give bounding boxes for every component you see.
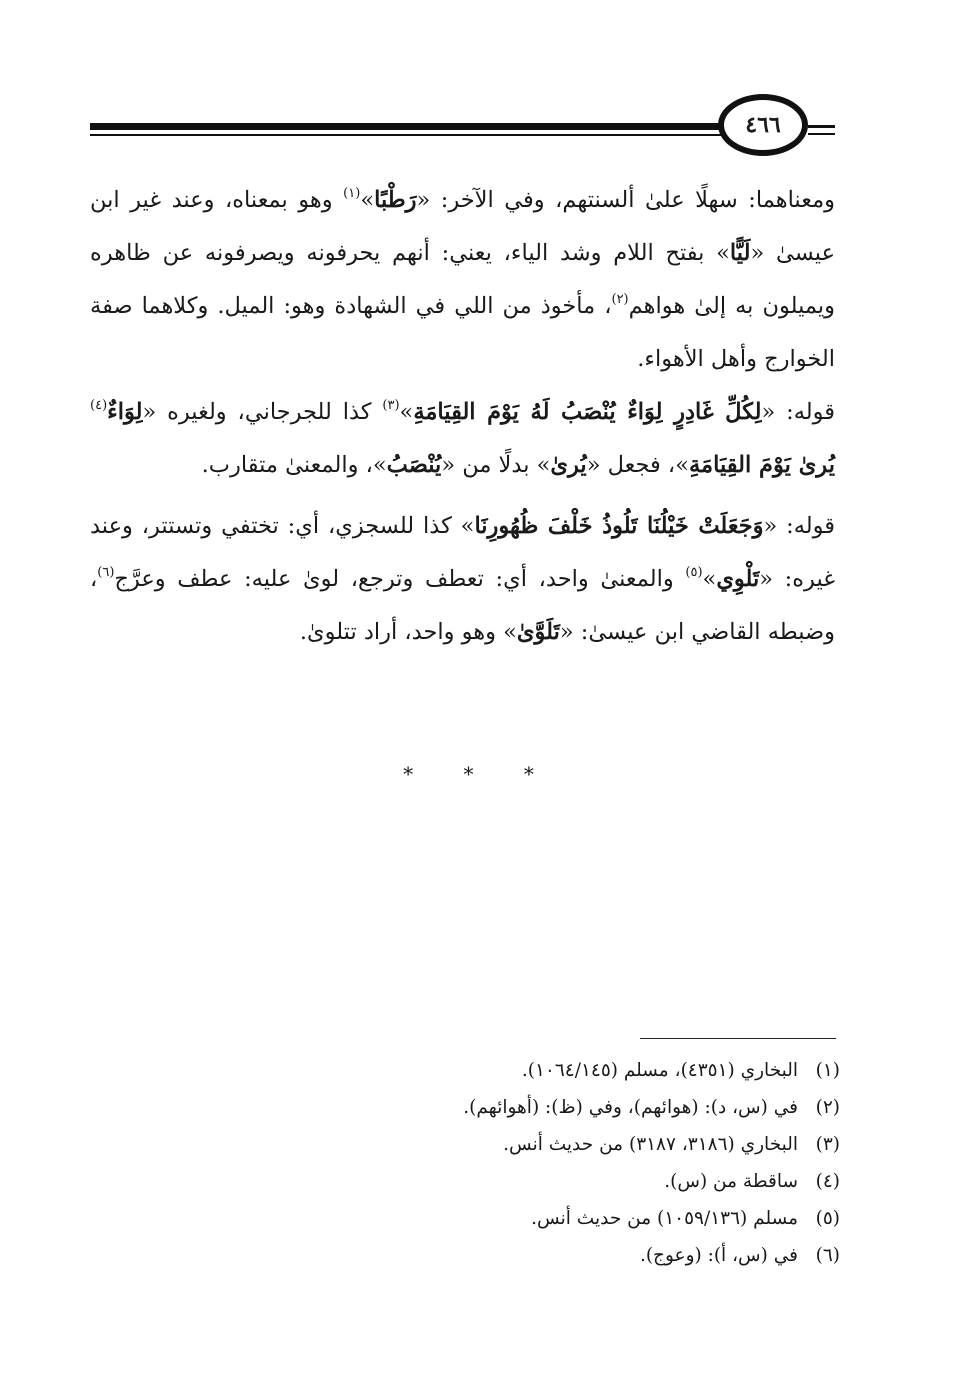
paragraph-1 [90, 174, 835, 386]
header-rule-thin [90, 134, 730, 136]
quoted-word: لِوَاءٌ [107, 399, 143, 425]
footnote-marker[interactable]: (٣) [382, 398, 400, 413]
footnote-text: ساقطة من (س). [664, 1171, 798, 1192]
footnote-text: في (س، أ): (وعوج). [639, 1245, 798, 1266]
footnote-1 [300, 1052, 840, 1089]
text-run: » [360, 187, 375, 213]
text-run: » [702, 566, 717, 592]
footnote-text: البخاري (٤٣٥١)، مسلم (١٠٦٤/١٤٥). [521, 1060, 798, 1081]
section-separator: * * * [403, 762, 556, 786]
hadith-quote: لِكُلِّ غَادِرٍ لِوَاءٌ يُنْصَبُ لَهُ يَوْمَ القِيَامَةِ [413, 399, 762, 425]
footnote-number: (٤) [815, 1171, 840, 1192]
footnote-2 [300, 1089, 840, 1126]
footnote-6 [300, 1237, 840, 1274]
quoted-word: يُرىٰ [550, 452, 587, 478]
text-run: قوله: « [763, 513, 836, 539]
page-header [90, 92, 835, 172]
footnote-number: (٥) [815, 1208, 840, 1229]
page-number: ٤٦٦ [718, 94, 808, 156]
footnote-text: مسلم (١٠٥٩/١٣٦) من حديث أنس. [531, 1208, 798, 1229]
text-run: » بدلًا من « [441, 452, 551, 478]
quoted-word: يُرىٰ يَوْمَ القِيَامَةِ [688, 452, 835, 478]
footnote-4 [300, 1163, 840, 1200]
header-rule-right-thin [808, 133, 835, 135]
footnote-number: (٢) [815, 1097, 840, 1118]
footnote-rule [640, 1038, 836, 1039]
paragraph-2 [90, 386, 835, 492]
hadith-quote: وَجَعَلَتْ خَيْلُنَا تَلُوذُ خَلْفَ ظُهُورِنَا [474, 513, 764, 539]
footnote-number: (٦) [815, 1245, 840, 1266]
footnote-text: البخاري (٣١٨٦، ٣١٨٧) من حديث أنس. [503, 1134, 798, 1155]
text-run: كذا للجرجاني، ولغيره « [142, 399, 383, 425]
paragraph-3 [90, 500, 835, 659]
text-run: »، فجعل « [586, 452, 689, 478]
quoted-word: يُنْصَبُ [386, 452, 442, 478]
footnote-marker[interactable]: (٦) [97, 565, 115, 580]
footnote-number: (٣) [815, 1134, 840, 1155]
quoted-word: لَيًّا [729, 240, 751, 266]
text-run: » وهو واحد، أراد تتلوىٰ. [299, 619, 517, 645]
text-run: ، مأخوذ من اللي في الشهادة وهو: الميل. وكلاهما صفة الخوارج وأهل الأهواء. [90, 293, 835, 372]
quoted-word: رَطْبًا [374, 187, 417, 213]
text-run: ، وضبطه القاضي ابن عيسىٰ: « [90, 566, 835, 645]
text-run: وهو بمعناه، وعند غير ابن عيسىٰ « [90, 187, 835, 266]
footnotes [300, 1052, 840, 1274]
header-rule-right [808, 125, 835, 128]
text-run: » [399, 399, 414, 425]
footnote-marker[interactable]: (٢) [611, 292, 629, 307]
quoted-word: تَلْوِي [716, 566, 760, 592]
footnote-5 [300, 1200, 840, 1237]
footnote-number: (١) [815, 1060, 840, 1081]
text-run: » كذا للسجزي، أي: تختفي وتستتر، وعند غيره: « [90, 513, 836, 592]
quoted-word: تَلَوَّىٰ [516, 619, 560, 645]
footnote-text: في (س، د): (هوائهم)، وفي (ظ): (أهوائهم). [463, 1097, 798, 1118]
text-run: قوله: « [761, 399, 836, 425]
text-run: والمعنىٰ واحد، أي: تعطف وترجع، لوىٰ عليه: عطف وعرَّج [114, 566, 686, 592]
footnote-marker[interactable]: (٤) [90, 398, 108, 413]
footnote-marker[interactable]: (٥) [685, 565, 703, 580]
text-run: ومعناهما: سهلًا علىٰ ألسنتهم، وفي الآخر: « [416, 187, 835, 213]
footnote-3 [300, 1126, 840, 1163]
text-run: » بفتح اللام وشد الياء، يعني: أنهم يحرفونه ويصرفونه عن ظاهره ويميلون به إلىٰ هواهم [90, 240, 835, 319]
header-rule-thick [90, 123, 730, 130]
text-run: »، والمعنىٰ متقارب. [201, 452, 387, 478]
footnote-marker[interactable]: (١) [343, 186, 361, 201]
main-text [90, 174, 835, 659]
